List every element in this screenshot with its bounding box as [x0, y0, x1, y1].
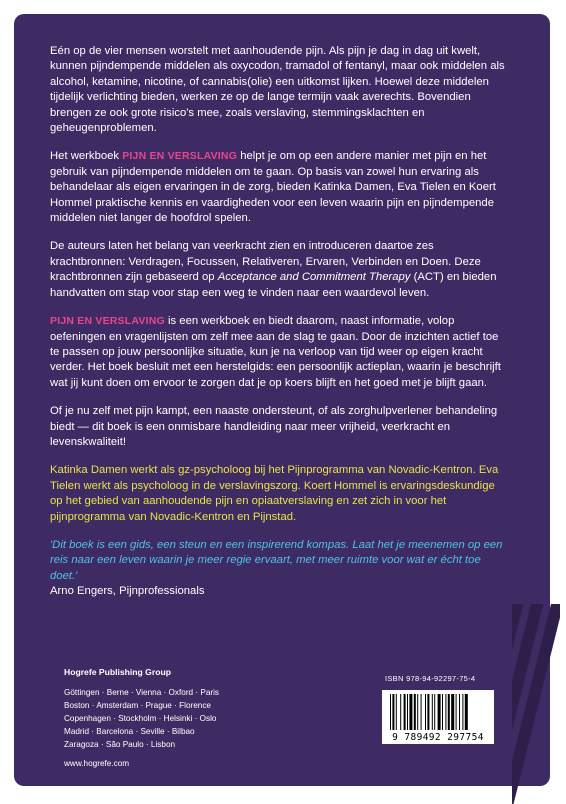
- closing-paragraph: Of je nu zelf met pijn kampt, een naaste ondersteunt, of als zorghulpverlener behandeling biedt — dit boek is een onmisbare handleiding naar meer vrijheid, veerkracht en levenskwaliteit!: [50, 405, 498, 448]
- isbn-label: ISBN 978-94-92297-75-4: [385, 674, 476, 683]
- barcode-bar: [417, 694, 418, 730]
- act-title: Acceptance and Commitment Therapy: [217, 271, 411, 284]
- barcode-bar: [451, 694, 454, 730]
- barcode-bars: [382, 690, 494, 732]
- barcode-bar: [465, 694, 468, 730]
- barcode-bar: [392, 694, 394, 730]
- publisher-city-line: Boston · Amsterdam · Prague · Florence: [64, 701, 211, 710]
- barcode-bar: [396, 694, 397, 730]
- book-title-highlight: PIJN EN VERSLAVING: [50, 315, 165, 328]
- authors-approach-paragraph: De auteurs laten het belang van veerkracht zien en introduceren daartoe zes krachtbronnen: Verdragen, Focussen, Relativeren, Ervaren, Verbinden en Doen. Deze krachtbronnen zijn gebaseerd op Acceptance and Commitment Therapy (ACT) en bieden handvatten om stap voor stap een weg te vinden naar een waardevol leven.: [50, 240, 497, 299]
- barcode-bar: [438, 694, 441, 730]
- publisher-city-line: Göttingen · Berne · Vienna · Oxford · Paris: [64, 688, 220, 697]
- barcode-bar: [390, 694, 391, 730]
- publisher-block: [64, 666, 219, 770]
- barcode-bar: [432, 694, 433, 730]
- barcode-bar: [462, 694, 463, 730]
- author-bios: Katinka Damen werkt als gz-psycholoog bij het Pijnprogramma van Novadic-Kentron. Eva Tielen werkt als psycholoog in de verslavingszorg. Koert Hommel is ervaringsdeskundige op het gebied van aanhoudende pijn en opiaatverslaving en zet zich in voor het pijnprogramma van Novadic-Kentron en Pijnstad.: [50, 464, 499, 523]
- isbn-barcode: [382, 690, 494, 744]
- intro-paragraph: Eén op de vier mensen worstelt met aanhoudende pijn. Als pijn je dag in dag uit kwelt, kunnen pijndempende middelen als oxycodon, tramadol of fentanyl, maar ook middelen als alcohol, ketamine, nicotine, of cannabis(olie) een uitkomst lijken. Hoewel deze middelen tijdelijk verlichting bieden, werken ze op de lange termijn vaak averechts. Bovendien brengen ze ook grote risico's mee, zoals verslaving, stemmingsklachten en geheugenproblemen.: [50, 45, 505, 135]
- barcode-bar: [427, 694, 429, 730]
- publisher-city-line: Madrid · Barcelona · Seville · Bilbao: [64, 727, 195, 736]
- barcode-bar: [425, 694, 426, 730]
- barcode-bar: [404, 694, 406, 730]
- publisher-website: www.hogrefe.com: [64, 759, 130, 768]
- publisher-name: Hogrefe Publishing Group: [64, 667, 171, 677]
- barcode-bar: [434, 694, 435, 730]
- barcode-bar: [407, 694, 408, 730]
- barcode-bar: [400, 694, 401, 730]
- testimonial-quote: 'Dit boek is een gids, een steun en een inspirerend kompas. Laat het je meenemen op een reis naar een leven waarin je meer regie ervaart, met meer ruimte voor wat er écht toe doet.': [50, 538, 503, 582]
- barcode-bar: [409, 694, 412, 730]
- barcode-bar: [421, 694, 422, 730]
- publisher-city-line: Copenhagen · Stockholm · Helsinki · Oslo: [64, 714, 217, 723]
- workbook-description-paragraph: PIJN EN VERSLAVING is een werkboek en biedt daarom, naast informatie, volop oefeningen en vragenlijsten om zelf mee aan de slag te gaan. Door de inzichten actief toe te passen op jouw persoonlijke situatie, kun je na verloop van tijd weer op eigen kracht verder. Het boek besluit met een herstelgids: een persoonlijk actieplan, waarin je beschrijft wat jij kunt doen om ervoor te zorgen dat je op koers blijft en het goed met je blijft gaan.: [50, 315, 501, 389]
- barcode-bar: [414, 694, 416, 730]
- cover-text: [50, 44, 510, 600]
- barcode-bar: [448, 694, 450, 730]
- barcode-bar: [456, 694, 457, 730]
- barcode-bar: [445, 694, 446, 730]
- barcode-bar: [442, 694, 443, 730]
- book-title-highlight: PIJN EN VERSLAVING: [122, 150, 238, 163]
- publisher-city-line: Zaragoza · São Paulo · Lisbon: [64, 740, 176, 749]
- testimonial: [50, 538, 510, 600]
- decorative-stripes: [512, 604, 560, 804]
- barcode-bar: [459, 694, 460, 730]
- barcode-number: 9 789492 297754: [382, 732, 494, 743]
- workbook-paragraph: Het werkboek PIJN EN VERSLAVING helpt je om op een andere manier met pijn en het gebruik van pijndempende middelen om te gaan. Op basis van zowel hun ervaring als behandelaar als eigen ervaringen in de zorg, bieden Katinka Damen, Eva Tielen en Koert Hommel praktische kennis en vaardigheden voor een leven waarin pijn en pijndempende middelen niet langer de hoofdrol spelen.: [50, 150, 496, 225]
- testimonial-attribution: Arno Engers, Pijnprofessionals: [50, 585, 205, 598]
